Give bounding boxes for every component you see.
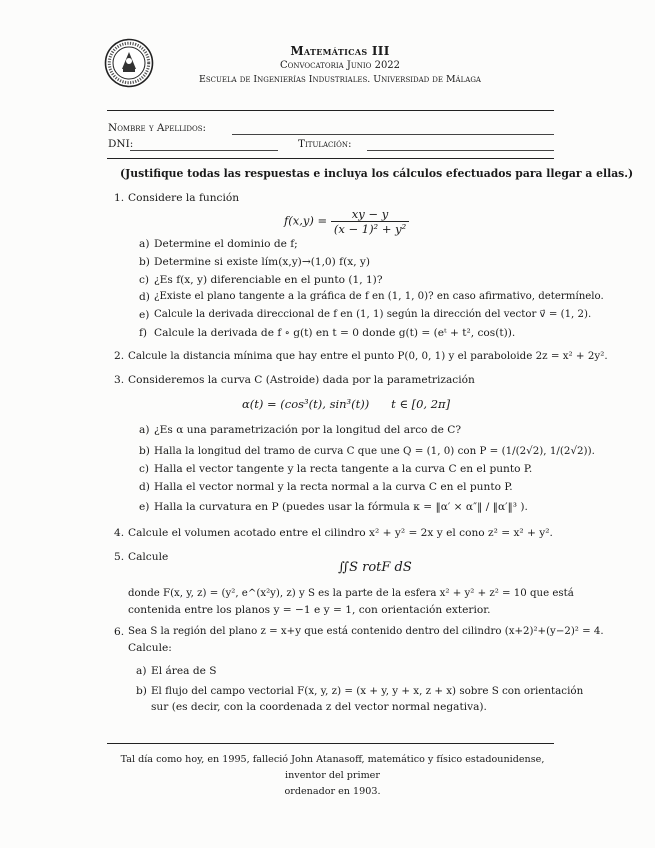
item-label: d) — [139, 291, 150, 303]
name-field[interactable] — [232, 134, 554, 135]
bottom-rule — [107, 158, 554, 159]
item-label: b) — [139, 445, 150, 457]
footer-note — [110, 752, 555, 800]
item-label: d) — [139, 481, 150, 493]
item-text-line: El flujo del campo vectorial F(x, y, z) = (x + y, y + x, z + x) sobre S con orientación — [151, 685, 584, 697]
university-seal-logo — [104, 38, 154, 88]
item-text: Determine si existe lím(x,y)→(1,0) f(x, y) — [154, 256, 371, 268]
item-text: Halla el vector normal y la recta normal a la curva C en el punto P. — [154, 481, 513, 493]
item-label: b) — [136, 685, 147, 697]
formula — [284, 207, 409, 236]
formula-lhs: f(x,y) = — [284, 213, 328, 228]
item-label: c) — [139, 463, 150, 475]
surface-integral-formula: ∬S rotF dS — [338, 560, 412, 575]
degree-field[interactable] — [367, 150, 554, 151]
question-number: 4. — [114, 527, 125, 539]
item-label: a) — [139, 424, 150, 436]
footer-line: Tal día como hoy, en 1995, falleció John Atanasoff, matemático y físico estadounidense, inventor del primer — [120, 754, 545, 781]
question-text: Calcule — [128, 551, 169, 563]
item-text: Halla la curvatura en P (puedes usar la fórmula κ = ‖α′ × α″‖ / ‖α′‖³ ). — [154, 501, 528, 513]
question-number: 6. — [114, 626, 125, 638]
question-text: Considere la función — [128, 192, 240, 204]
formula: α(t) = (cos³(t), sin³(t)) t ∈ [0, 2π] — [242, 397, 451, 411]
question-number: 2. — [114, 350, 125, 362]
item-label: e) — [139, 309, 150, 321]
top-rule — [107, 110, 554, 111]
dni-field[interactable] — [130, 150, 278, 151]
item-label: a) — [136, 665, 147, 677]
item-text: Calcule la derivada de f ∘ g(t) en t = 0 donde g(t) = (eᵗ + t², cos(t)). — [154, 327, 516, 339]
item-text: ¿Es f(x, y) diferenciable en el punto (1, 1)? — [154, 274, 383, 286]
item-text: Determine el dominio de f; — [154, 238, 298, 250]
item-text: El área de S — [151, 665, 217, 677]
item-text: Halla el vector tangente y la recta tangente a la curva C en el punto P. — [154, 463, 533, 475]
question-number: 1. — [114, 192, 125, 204]
formula-fraction — [331, 207, 409, 236]
footer-line: ordenador en 1903. — [284, 786, 381, 797]
name-label: Nombre y Apellidos: — [108, 122, 207, 134]
item-text: ¿Existe el plano tangente a la gráfica de f en (1, 1, 0)? en caso afirmativo, determínelo. — [154, 291, 604, 302]
question-number: 5. — [114, 551, 125, 563]
question-text-line: Calcule: — [128, 642, 172, 654]
question-text-line: donde F(x, y, z) = (y², e^(x²y), z) y S es la parte de la esfera x² + y² + z² = 10 que está — [128, 588, 574, 599]
question-text: Consideremos la curva C (Astroide) dada por la parametrización — [128, 374, 475, 386]
question-text: Calcule la distancia mínima que hay entre el punto P(0, 0, 1) y el paraboloide 2z = x² + 2y². — [128, 350, 608, 362]
item-label: c) — [139, 274, 150, 286]
question-text-line: Sea S la región del plano z = x+y que está contenido dentro del cilindro (x+2)²+(y−2)² = 4. — [128, 626, 604, 637]
item-label: b) — [139, 256, 150, 268]
footer-rule — [107, 743, 554, 744]
item-text: ¿Es α una parametrización por la longitud del arco de C? — [154, 424, 462, 436]
question-text: Calcule el volumen acotado entre el cilindro x² + y² = 2x y el cono z² = x² + y². — [128, 527, 553, 539]
item-text: Halla la longitud del tramo de curva C que une Q = (1, 0) con P = (1/(2√2), 1/(2√2)). — [154, 445, 595, 457]
item-text-line: sur (es decir, con la coordenada z del vector normal negativa). — [151, 701, 487, 713]
dni-label: DNI: — [108, 138, 134, 150]
school-name: Escuela de Ingenierías Industriales. Universidad de Málaga — [199, 74, 481, 85]
item-label: f) — [139, 327, 148, 339]
question-number: 3. — [114, 374, 125, 386]
formula-numerator: xy − y — [331, 207, 409, 222]
item-label: e) — [139, 501, 150, 513]
item-label: a) — [139, 238, 150, 250]
degree-label: Titulación: — [298, 138, 352, 150]
formula-denominator: (x − 1)² + y² — [333, 222, 407, 236]
exam-title: Matemáticas III — [290, 44, 390, 58]
question-text-line: contenida entre los planos y = −1 e y = 1, con orientación exterior. — [128, 604, 491, 616]
item-text: Calcule la derivada direccional de f en (1, 1) según la dirección del vector v⃗ = (1, 2). — [154, 309, 592, 320]
exam-session: Convocatoria Junio 2022 — [279, 60, 401, 71]
instructions: (Justifique todas las respuestas e incluya los cálculos efectuados para llegar a ellas.) — [120, 167, 634, 180]
